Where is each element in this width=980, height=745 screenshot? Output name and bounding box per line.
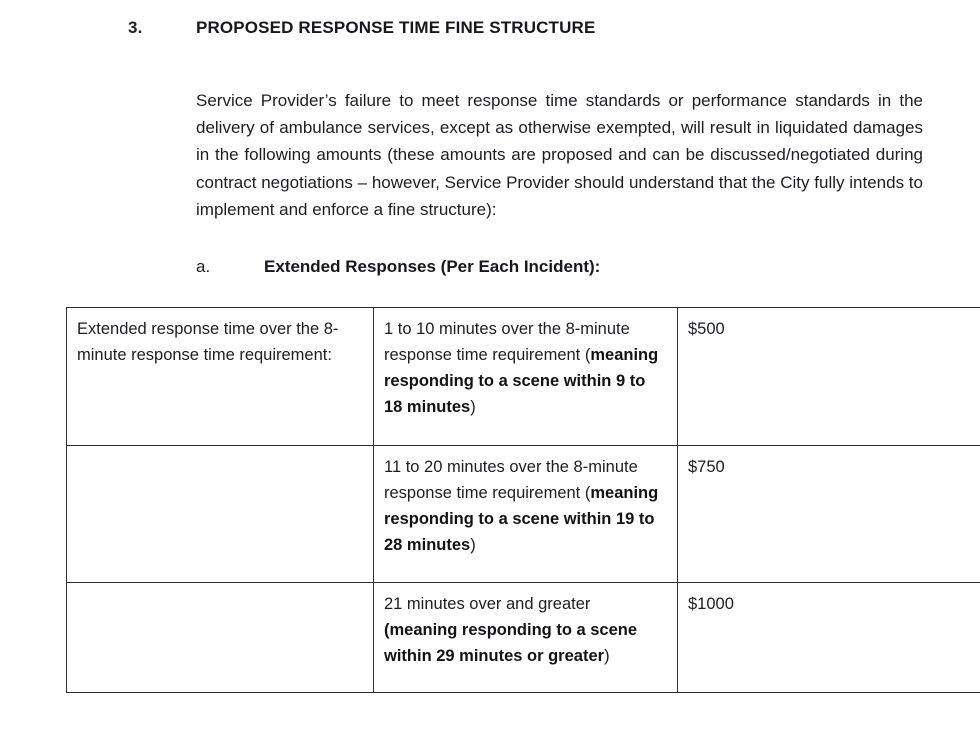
detail-lead-text: 21 minutes over and greater	[384, 595, 591, 613]
detail-bold-text: meaning responding to a scene within 9 to 18 minutes	[384, 346, 659, 416]
fine-structure-table	[66, 307, 980, 693]
detail-cell	[374, 583, 678, 693]
section-title: PROPOSED RESPONSE TIME FINE STRUCTURE	[196, 18, 596, 37]
criteria-cell	[67, 446, 374, 583]
table-row	[67, 583, 980, 693]
detail-tail-text: )	[470, 536, 476, 554]
sub-item-a	[196, 257, 600, 277]
sub-item-label: Extended Responses (Per Each Incident):	[264, 257, 601, 276]
detail-cell	[374, 446, 678, 583]
detail-bold-text: meaning responding to a scene within 19 to 28 minutes	[384, 484, 659, 554]
amount-cell: $1000	[678, 583, 980, 693]
amount-cell: $500	[678, 308, 980, 446]
detail-bold-text: (meaning responding to a scene within 29 minutes or greater	[384, 621, 638, 665]
sub-item-letter: a.	[196, 257, 211, 276]
detail-cell	[374, 308, 678, 446]
table-row	[67, 446, 980, 583]
detail-tail-text: )	[470, 398, 476, 416]
detail-lead-text: 11 to 20 minutes over the 8-minute response time requirement (	[384, 458, 638, 502]
section-number: 3.	[128, 18, 143, 37]
criteria-cell	[67, 583, 374, 693]
criteria-cell: Extended response time over the 8-minute response time requirement:	[67, 308, 374, 446]
section-heading	[128, 18, 928, 38]
detail-tail-text: )	[604, 647, 610, 665]
table-row	[67, 308, 980, 446]
section-paragraph: Service Provider’s failure to meet response time standards or performance standards in the delivery of ambulance services, except as otherwise exempted, will result in liquidated damages in the following amounts (these amounts are proposed and can be discussed/negotiated during contract negotiations – however, Service Provider should understand that the City fully intends to implement and enforce a fine structure):	[196, 91, 923, 219]
detail-lead-text: 1 to 10 minutes over the 8-minute response time requirement (	[384, 320, 630, 364]
amount-cell: $750	[678, 446, 980, 583]
